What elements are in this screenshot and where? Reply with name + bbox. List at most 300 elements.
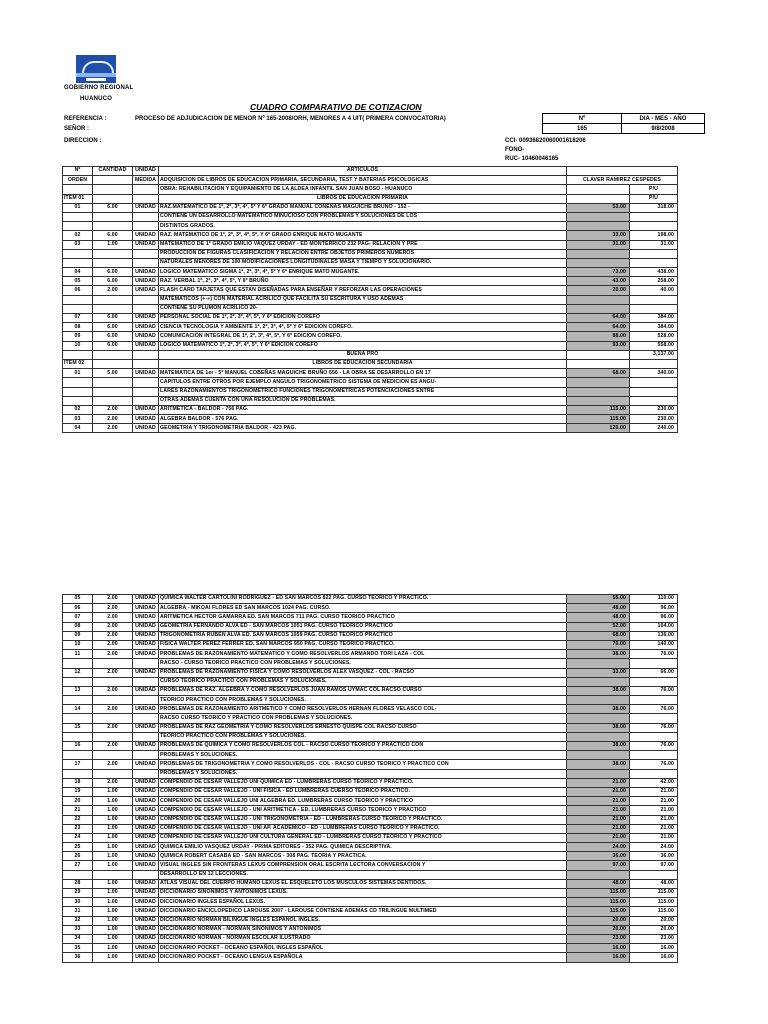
total-price — [630, 304, 678, 313]
article-description: CONTIENE SU PLUMON ACRILICO 20- — [159, 304, 567, 313]
order-number: 16 — [63, 742, 93, 751]
unit-price: 64.00 — [567, 323, 630, 332]
quantity: 6.00 — [93, 332, 133, 341]
order-number: 35 — [63, 944, 93, 953]
quantity: 1.00 — [93, 824, 133, 833]
quantity: 2.00 — [93, 640, 133, 649]
unit — [133, 677, 159, 686]
article-description: QUIMICA WALTER CARTOLINI RODRIGUEZ - ED SAN MARCOS 822 PAG. CURSO TEORICO Y PRACTICO. — [159, 595, 567, 604]
unit: UNIDAD — [133, 631, 159, 640]
unit: UNIDAD — [133, 686, 159, 695]
order-number: 01 — [63, 369, 93, 378]
unit-price: 70.00 — [567, 640, 630, 649]
unit-price — [567, 249, 630, 258]
buena-pro-label: BUENA PRO — [159, 350, 567, 359]
unit-price: 120.00 — [567, 424, 630, 433]
order-number: 02 — [63, 231, 93, 240]
unit — [133, 714, 159, 723]
unit: UNIDAD — [133, 323, 159, 332]
item-section-label: ITEM 01 — [63, 194, 93, 203]
article-description: LARES RAZONAMIENTOS TRIGONOMETRICO FUNCIONES TRIGONOMETRICAS POTENCIACIONES ENTRE — [159, 387, 567, 396]
article-description: PROBLEMAS Y SOLUCIONES. — [159, 751, 567, 760]
table-row — [63, 359, 741, 368]
unit-price: 38.00 — [567, 742, 630, 751]
order-number: 11 — [63, 650, 93, 659]
order-number: 21 — [63, 806, 93, 815]
quantity: 2.00 — [93, 286, 133, 295]
header-unidad: UNIDAD — [133, 167, 159, 176]
quantity: 2.00 — [93, 668, 133, 677]
quantity: 2.00 — [93, 686, 133, 695]
item-section-label: ITEM 02 — [63, 359, 93, 368]
order-number: 09 — [63, 631, 93, 640]
total-price: 198.00 — [630, 231, 678, 240]
order-number-label: Nº — [542, 113, 622, 124]
table-row — [63, 405, 741, 414]
article-description: COMUNICACIÓN INTEGRAL DE 1º, 2º, 3º, 4º, 5º, Y 6º EDICION COREFO. — [159, 332, 567, 341]
quantity: 1.00 — [93, 944, 133, 953]
unit-price — [567, 212, 630, 221]
unit: UNIDAD — [133, 277, 159, 286]
unit-price: 73.00 — [567, 268, 630, 277]
quantity: 1.00 — [93, 898, 133, 907]
unit: UNIDAD — [133, 723, 159, 732]
article-description: PROBLEMAS DE RAZONAMIENTO FISICA Y COMO RESOLVERLOS ALEX VASQUEZ - COL - RACSO — [159, 668, 567, 677]
article-description: CONTIENE UN DESARROLLO MATEMATICO MINUCIOSO CON PROBLEMAS Y SOLUCIONES DE LOS — [159, 212, 567, 221]
total-price: 384.00 — [630, 323, 678, 332]
order-number: 02 — [63, 405, 93, 414]
table-row — [63, 314, 741, 323]
order-number: 05 — [63, 277, 93, 286]
table-row — [63, 231, 741, 240]
quantity: 1.00 — [93, 925, 133, 934]
cci-number: CCI- 00936820060001618206 — [505, 138, 586, 144]
unit-price: 88.00 — [567, 332, 630, 341]
total-price: 104.00 — [630, 622, 678, 631]
unit-price: 21.00 — [567, 833, 630, 842]
quantity: 2.00 — [93, 405, 133, 414]
order-number: 13 — [63, 686, 93, 695]
order-number: 19 — [63, 787, 93, 796]
table-row — [63, 797, 741, 806]
org-name-line1: GOBIERNO REGIONAL — [64, 85, 134, 91]
unit-price — [567, 396, 630, 405]
total-price — [630, 295, 678, 304]
unit-price: 55.00 — [567, 595, 630, 604]
table-row — [63, 258, 741, 267]
unit-price — [567, 769, 630, 778]
unit — [133, 304, 159, 313]
unit-price — [567, 677, 630, 686]
unit-price: 115.00 — [567, 907, 630, 916]
total-price: 558.00 — [630, 341, 678, 350]
table-row — [63, 760, 741, 769]
table-row — [63, 604, 741, 613]
unit-price: 21.00 — [567, 806, 630, 815]
unit-price — [567, 295, 630, 304]
table-row — [63, 640, 741, 649]
total-price: 76.00 — [630, 705, 678, 714]
order-number — [63, 696, 93, 705]
unit: UNIDAD — [133, 640, 159, 649]
order-number: 04 — [63, 268, 93, 277]
quantity: 1.00 — [93, 833, 133, 842]
unit-price: 20.00 — [567, 286, 630, 295]
total-price: 230.00 — [630, 415, 678, 424]
quantity: 2.00 — [93, 595, 133, 604]
unit: UNIDAD — [133, 314, 159, 323]
unit-price — [567, 387, 630, 396]
quantity: 2.00 — [93, 604, 133, 613]
quantity: 6.00 — [93, 268, 133, 277]
quantity: 1.00 — [93, 934, 133, 943]
table-row — [63, 387, 741, 396]
article-description: PROBLEMAS DE QUIMICA Y COMO RESOLVERLOS COL - RACSO CURSO TEORICO Y PRACTICO CON — [159, 742, 567, 751]
order-number: 14 — [63, 705, 93, 714]
total-price — [630, 387, 678, 396]
empty-cell — [133, 194, 159, 203]
table-row — [63, 396, 741, 405]
article-description: RAZ.MATEMATICO DE 1º, 2º, 3º, 4º, 5º Y 6º GRADO MANUAL COÑEÑAS MAGUICHE BRUNO - 152 - — [159, 203, 567, 212]
table-row — [63, 613, 741, 622]
quotation-table-page1 — [62, 166, 741, 433]
unit-price: 115.00 — [567, 889, 630, 898]
order-number: 36 — [63, 953, 93, 962]
unit: UNIDAD — [133, 879, 159, 888]
total-price: 76.00 — [630, 742, 678, 751]
quantity: 2.00 — [93, 778, 133, 787]
article-description: ARITMETICA - BALDOR - 756 PAG. — [159, 405, 567, 414]
total-price: 115.00 — [630, 907, 678, 916]
unit — [133, 387, 159, 396]
unit-price — [567, 222, 630, 231]
total-price: 76.00 — [630, 650, 678, 659]
table-row — [63, 677, 741, 686]
table-row — [63, 631, 741, 640]
order-number: 15 — [63, 723, 93, 732]
quantity — [93, 258, 133, 267]
empty-cell — [567, 350, 630, 359]
document-title: CUADRO COMPARATIVO DE COTIZACION — [250, 102, 422, 112]
article-description: RACSO CURSO TEORICO Y PRACTICO CON PROBLEMAS Y SOLUCIONES. — [159, 714, 567, 723]
total-price — [630, 396, 678, 405]
total-price: 21.00 — [630, 806, 678, 815]
unit — [133, 870, 159, 879]
empty-cell — [567, 194, 630, 203]
unit-price — [567, 304, 630, 313]
unit: UNIDAD — [133, 944, 159, 953]
total-price: 24.00 — [630, 843, 678, 852]
empty-cell — [93, 194, 133, 203]
unit: UNIDAD — [133, 613, 159, 622]
unit: UNIDAD — [133, 806, 159, 815]
unit: UNIDAD — [133, 240, 159, 249]
table-row — [63, 769, 741, 778]
article-description: CIENCIA TECNOLOGIA Y AMBIENTE 1º, 2º, 3º, 4º, 5º Y 6º EDICION COREFO. — [159, 323, 567, 332]
article-description: FISICA WALTER PEREZ FERRER ED. SAN MARCOS 950 PAG. CURSO TEORICO PRACTICO. — [159, 640, 567, 649]
header-obra: OBRA: REHABILITACION Y EQUIPAMIENTO DE LA ALDEA INFANTIL SAN JUAN BOSO - HUANUCO — [159, 185, 567, 194]
order-number — [63, 258, 93, 267]
order-number — [63, 249, 93, 258]
article-description: PROBLEMAS DE RAZONAMIENTO MATEMATICO Y COMO RESOLVERLOS ARMANDO TORI LAZA - COL — [159, 650, 567, 659]
article-description: TRIGONOMETRIA RUBEN ALVA ED. SAN MARCOS 1059 PAG. CURSO TEORICO PRACTICO — [159, 631, 567, 640]
order-number: 07 — [63, 314, 93, 323]
table-row — [63, 916, 741, 925]
order-number: 06 — [63, 604, 93, 613]
quantity — [93, 696, 133, 705]
article-description: DICCIONARIO ENCICLOPEDICO LAROUSE 2007 - LAROUSE CONTIENE ADEMAS CD TRILINGUE MULTIMED — [159, 907, 567, 916]
article-description: QUIMICA EMILIO VASQUEZ URDAY - PRIMA EDITORES - 352 PAG. QUIMICA DESCRIPTIVA. — [159, 843, 567, 852]
quantity: 1.00 — [93, 953, 133, 962]
quantity: 6.00 — [93, 323, 133, 332]
quantity — [93, 769, 133, 778]
table-row — [63, 898, 741, 907]
unit: UNIDAD — [133, 405, 159, 414]
item-section-title: LIBROS DE EDUCACION PRIMARIA — [159, 194, 567, 203]
unit-price: 33.00 — [567, 668, 630, 677]
article-description: PROBLEMAS DE TRIGONOMETRIA Y COMO RESOLVERLOS - COL - RACSO CURSO TEORICO Y PRACTICO CON — [159, 760, 567, 769]
total-price — [630, 732, 678, 741]
unit-price — [567, 714, 630, 723]
total-price: 42.00 — [630, 778, 678, 787]
table-row — [63, 212, 741, 221]
unit-price: 21.00 — [567, 778, 630, 787]
table-row — [63, 415, 741, 424]
quantity — [93, 212, 133, 221]
article-description: TEORICO PRACTICO CON PROBLEMAS Y SOLUCIONES. — [159, 696, 567, 705]
unit-price: 64.00 — [567, 314, 630, 323]
total-price: 76.00 — [630, 723, 678, 732]
total-price: 96.00 — [630, 604, 678, 613]
unit: UNIDAD — [133, 604, 159, 613]
quantity — [93, 751, 133, 760]
quantity: 1.00 — [93, 815, 133, 824]
quantity: 1.00 — [93, 843, 133, 852]
article-description: COMPENDIO DE CESAR VALLEJO - UNI TRIGONOMETRIA - ED - LUMBRERAS CURSO TEORICO Y PRACTICO. — [159, 815, 567, 824]
total-price: 16.00 — [630, 944, 678, 953]
article-description: RACSO - CURSO TEORICO PRACTICO CON PROBLEMAS Y SOLUCIONES. — [159, 659, 567, 668]
unit — [133, 396, 159, 405]
quantity: 6.00 — [93, 231, 133, 240]
quantity — [93, 295, 133, 304]
quantity: 6.00 — [93, 314, 133, 323]
unit-price — [567, 732, 630, 741]
total-price: 31.00 — [630, 240, 678, 249]
quantity — [93, 222, 133, 231]
quantity: 6.00 — [93, 341, 133, 350]
quantity: 2.00 — [93, 760, 133, 769]
quantity: 1.00 — [93, 907, 133, 916]
unit-price: 20.00 — [567, 916, 630, 925]
order-number — [63, 677, 93, 686]
unit: UNIDAD — [133, 787, 159, 796]
header-pu: P/U — [630, 185, 678, 194]
order-number: 32 — [63, 916, 93, 925]
unit: UNIDAD — [133, 595, 159, 604]
total-price: 115.00 — [630, 898, 678, 907]
table-row — [63, 934, 741, 943]
table-row — [63, 861, 741, 870]
empty-cell — [133, 350, 159, 359]
total-price: 96.00 — [630, 613, 678, 622]
referencia-label: REFERENCIA : — [64, 116, 107, 122]
quantity: 2.00 — [93, 650, 133, 659]
table-row — [63, 879, 741, 888]
unit: UNIDAD — [133, 778, 159, 787]
table-row — [63, 778, 741, 787]
total-price: 97.00 — [630, 861, 678, 870]
article-description: DICCIONARIO POCKET - OCEANO ESPAÑOL INGLES ESPAÑOL — [159, 944, 567, 953]
unit-price: 48.00 — [567, 604, 630, 613]
order-number: 12 — [63, 668, 93, 677]
section-pu-label: P/U — [630, 194, 678, 203]
order-number: 26 — [63, 852, 93, 861]
article-description: MATEMATICA DE 1er - 5º MANUEL COBEÑAS MAGUICHE BRUÑO 556 - LA OBRA SE DESARROLLO EN 17 — [159, 369, 567, 378]
date-label: DIA - MES - AÑO — [621, 113, 705, 124]
table-row — [63, 332, 741, 341]
table-row — [63, 705, 741, 714]
quantity: 2.00 — [93, 631, 133, 640]
total-price — [630, 222, 678, 231]
unit: UNIDAD — [133, 332, 159, 341]
order-number — [63, 769, 93, 778]
total-price — [630, 714, 678, 723]
unit: UNIDAD — [133, 268, 159, 277]
table-row — [63, 622, 741, 631]
unit-price: 53.00 — [567, 203, 630, 212]
unit-price: 52.00 — [567, 622, 630, 631]
unit-price: 48.00 — [567, 879, 630, 888]
empty-cell — [133, 359, 159, 368]
article-description: ATLAS VISUAL DEL CUERPO HUMANO LEXUS EL ESQUELETO LOS MUSCULOS SISTEMAS DENTIDOS. — [159, 879, 567, 888]
ruc-number: RUC- 10460046165 — [505, 156, 559, 162]
quantity — [93, 396, 133, 405]
order-number: 30 — [63, 898, 93, 907]
unit-price — [567, 378, 630, 387]
unit-price: 23.00 — [567, 934, 630, 943]
quantity — [93, 659, 133, 668]
unit — [133, 249, 159, 258]
article-description: COMPENDIO DE CESAR VALLEJO UNI QUIMICA ED - LUMBRERAS CURSO TEORICO Y PRACTICO. — [159, 778, 567, 787]
unit-price: 21.00 — [567, 787, 630, 796]
quantity: 2.00 — [93, 742, 133, 751]
article-description: DICCIONARIO NORMAN BILINGÜE INGLES ESPAÑOL INGLES. — [159, 916, 567, 925]
article-description: COMPENDIO DE CESAR VALLEJO - UNI FISICA - ED LUMBRERAS CUERSO TEORICO PRACTICO. — [159, 787, 567, 796]
table-row — [63, 907, 741, 916]
quantity: 1.00 — [93, 916, 133, 925]
table-row — [63, 249, 741, 258]
article-description: MATEMATICO DE 1º GRADO EMILIO VAQUEZ URDAY - ED MONTERRICO 232 PAG- RELACION Y PRE — [159, 240, 567, 249]
unit: UNIDAD — [133, 898, 159, 907]
total-price: 20.00 — [630, 916, 678, 925]
unit — [133, 696, 159, 705]
table-row — [63, 378, 741, 387]
order-number — [63, 659, 93, 668]
total-price: 66.00 — [630, 668, 678, 677]
unit-price: 48.00 — [567, 613, 630, 622]
quantity — [93, 714, 133, 723]
quantity — [93, 677, 133, 686]
unit: UNIDAD — [133, 833, 159, 842]
unit: UNIDAD — [133, 916, 159, 925]
total-price: 48.00 — [630, 879, 678, 888]
date-value: 9/8/2008 — [621, 123, 705, 134]
table-row — [63, 787, 741, 796]
article-description: COMPENDIO DE CESAR VALLEJO UNI CULTURA GENERAL ED - LUMBRERAS CURSO TEORICO Y PRACTICO — [159, 833, 567, 842]
unit-price: 36.00 — [567, 852, 630, 861]
unit-price: 24.00 — [567, 843, 630, 852]
article-description: GEOMETRIA Y TRIGONOMETRIA BALDOR - 423 PAG. — [159, 424, 567, 433]
unit: UNIDAD — [133, 815, 159, 824]
senor-label: SEÑOR : — [64, 126, 90, 132]
quantity: 6.00 — [93, 203, 133, 212]
total-price: 23.00 — [630, 934, 678, 943]
unit-price — [567, 659, 630, 668]
article-description: COMPENDIO DE CESAR VALLEJO - UNI AP. ACADEMICO - ED - LUMBRERAS CURSO TEORICO Y PRACTICO. — [159, 824, 567, 833]
referencia-value: PROCESO DE ADJUDICACION DE MENOR Nº 165-2008/ORH, MENORES A 4 UIT( PRIMERA CONVOCATORIA) — [135, 116, 446, 122]
total-price: 115.00 — [630, 889, 678, 898]
header-medida: MEDIDA — [133, 176, 159, 185]
article-description: PROBLEMAS DE RAZONAMIENTO ARITMETICO Y COMO RESOLVERLOS HERNAN FLORES VELASCO COL- — [159, 705, 567, 714]
table-row — [63, 341, 741, 350]
table-row — [63, 742, 741, 751]
unit-price: 38.00 — [567, 723, 630, 732]
order-number-value: 165 — [542, 123, 622, 134]
total-price: 76.00 — [630, 686, 678, 695]
table-row — [63, 659, 741, 668]
unit: UNIDAD — [133, 843, 159, 852]
empty-cell — [63, 350, 93, 359]
total-price: 21.00 — [630, 824, 678, 833]
unit: UNIDAD — [133, 889, 159, 898]
unit-price: 38.00 — [567, 705, 630, 714]
quantity: 1.00 — [93, 240, 133, 249]
phone: FONO- — [505, 147, 525, 153]
table-row — [63, 833, 741, 842]
quantity: 1.00 — [93, 889, 133, 898]
total-price: 438.00 — [630, 268, 678, 277]
total-price: 36.00 — [630, 852, 678, 861]
quantity: 2.00 — [93, 723, 133, 732]
unit-price: 21.00 — [567, 815, 630, 824]
article-description: ARITMETICA HECTOR GAMARRA ED. SAN MARCOS 711 PAG. CURSO TEORICO PRACTICO — [159, 613, 567, 622]
article-description: DESARROLLO EN 12 LECCIONES. — [159, 870, 567, 879]
unit: UNIDAD — [133, 852, 159, 861]
quantity: 2.00 — [93, 705, 133, 714]
article-description: PERSONAL SOCIAL DE 1º, 2º, 3º, 4º, 5º, Y 6º EDICION COREFO — [159, 314, 567, 323]
article-description: DISTINTOS GRADOS. — [159, 222, 567, 231]
table-row — [63, 732, 741, 741]
order-number — [63, 222, 93, 231]
article-description: RAZ. MATEMATICO DE 1º, 2º, 3º, 4º, 5º, Y 6º GRADO ENRIQUE MATO MUGANTE — [159, 231, 567, 240]
order-number: 27 — [63, 861, 93, 870]
article-description: FLASH CARD TARJETAS QUE ESTAN DISEÑADAS PARA ENSEÑAR Y REFORZAR LAS OPERACIONES — [159, 286, 567, 295]
article-description: PROBLEMAS DE RAZ GEOMETRIA Y COMO RESOLVERLOS ERNESTO QUISPE COL RACSO CURSO — [159, 723, 567, 732]
unit-price: 21.00 — [567, 797, 630, 806]
article-description: RAZ. VERBAL 1º, 2º, 3º, 4º, 5º, Y 6º BRUÑO — [159, 277, 567, 286]
order-number: 09 — [63, 332, 93, 341]
empty-cell — [93, 359, 133, 368]
unit: UNIDAD — [133, 861, 159, 870]
unit: UNIDAD — [133, 705, 159, 714]
table-row — [63, 369, 741, 378]
unit-price: 21.00 — [567, 824, 630, 833]
order-number: 24 — [63, 833, 93, 842]
table-row — [63, 686, 741, 695]
empty-cell — [93, 350, 133, 359]
unit — [133, 769, 159, 778]
total-price: 76.00 — [630, 760, 678, 769]
